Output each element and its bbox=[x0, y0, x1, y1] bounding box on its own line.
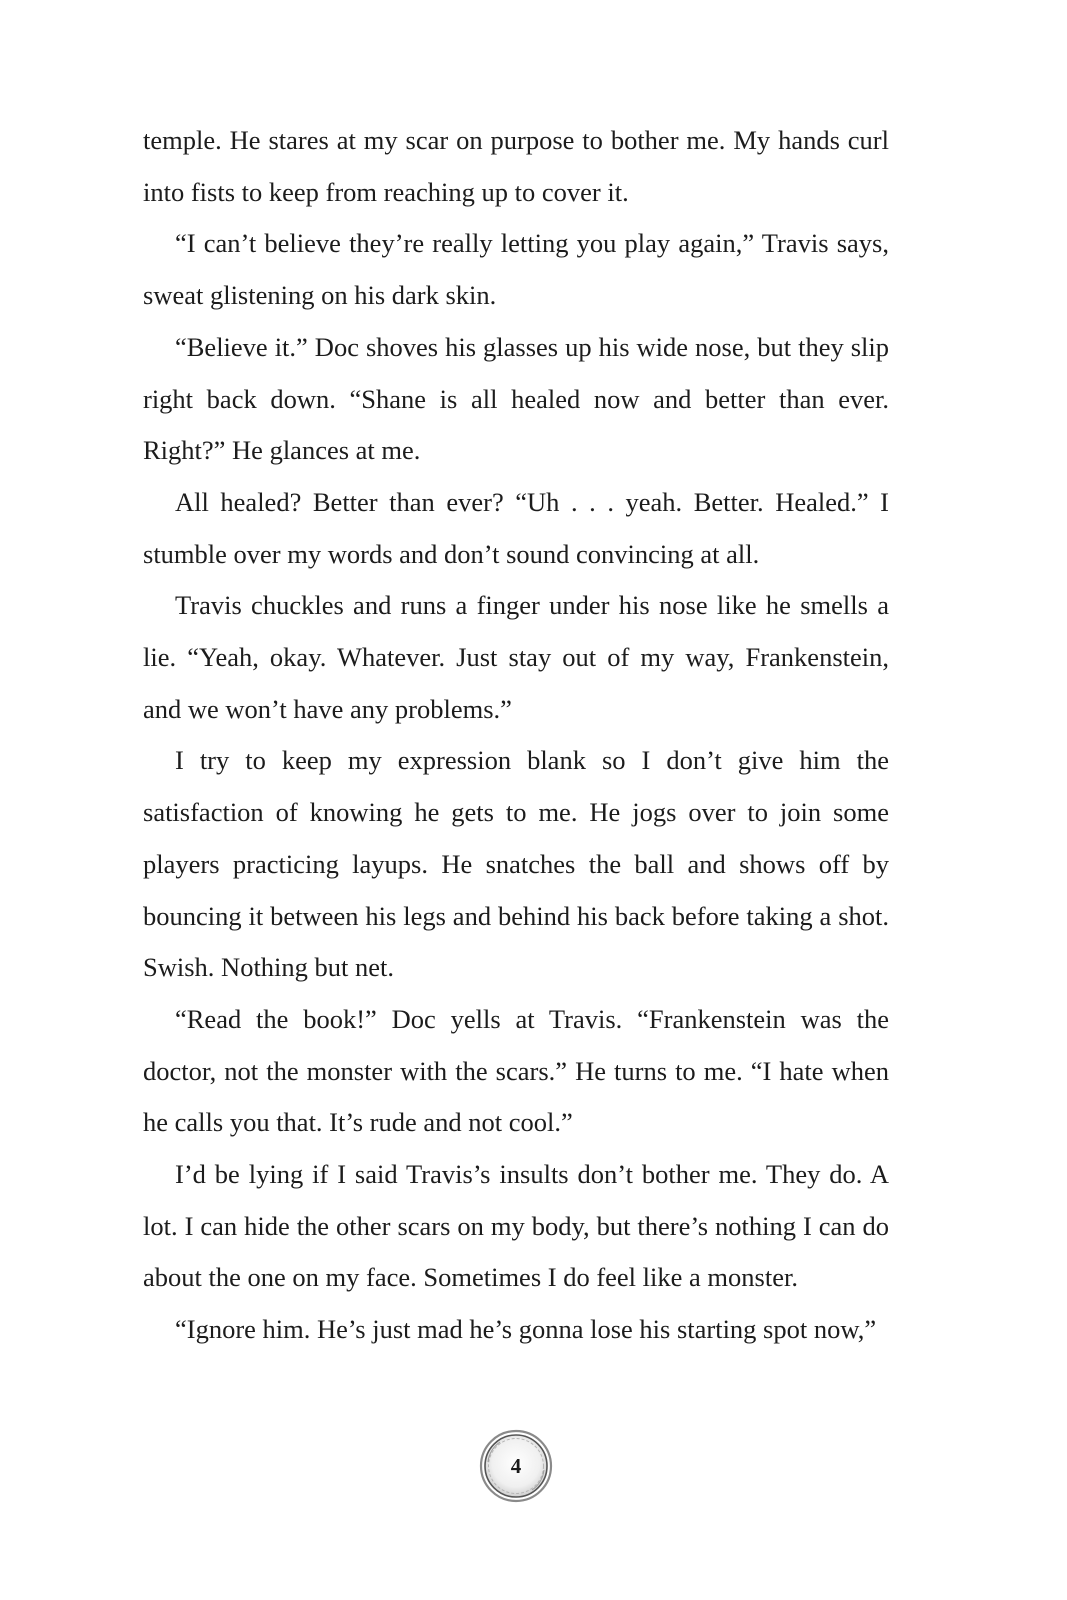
paragraph: I try to keep my expression blank so I don’t give him the satisfaction of knowing he gets to me. He jogs over to join some players practicing layups. He snatches the ball and shows off by bouncing it between his legs and behind his back before taking a shot. Swish. Nothing but net. bbox=[143, 745, 889, 983]
paragraph: All healed? Better than ever? “Uh . . . yeah. Better. Healed.” I stumble over my words and don’t sound convincing at all. bbox=[143, 486, 889, 569]
page-number: 4 bbox=[510, 1454, 522, 1478]
paragraph: temple. He stares at my scar on purpose to bother me. My hands curl into fists to keep from reaching up to cover it. bbox=[143, 125, 889, 207]
paragraph: “Ignore him. He’s just mad he’s gonna lose his starting spot now,” bbox=[175, 1314, 877, 1345]
body-text bbox=[143, 115, 889, 1356]
paragraph: Travis chuckles and runs a finger under his nose like he smells a lie. “Yeah, okay. Whatever. Just stay out of my way, Frankenstein, and we won’t have any problems.” bbox=[143, 590, 889, 724]
paragraph: “I can’t believe they’re really letting you play again,” Travis says, sweat glistening on his dark skin. bbox=[143, 228, 889, 311]
paragraph: “Believe it.” Doc shoves his glasses up his wide nose, but they slip right back down. “Shane is all healed now and better than ever. Right?” He glances at me. bbox=[143, 331, 889, 466]
paragraph: I’d be lying if I said Travis’s insults don’t bother me. They do. A lot. I can hide the other scars on my body, but there’s nothing I can do about the one on my face. Sometimes I do feel like a monster. bbox=[143, 1159, 889, 1293]
page-number-badge bbox=[478, 1428, 554, 1504]
paragraph: “Read the book!” Doc yells at Travis. “Frankenstein was the doctor, not the monster with the scars.” He turns to me. “I hate when he calls you that. It’s rude and not cool.” bbox=[143, 1003, 889, 1138]
